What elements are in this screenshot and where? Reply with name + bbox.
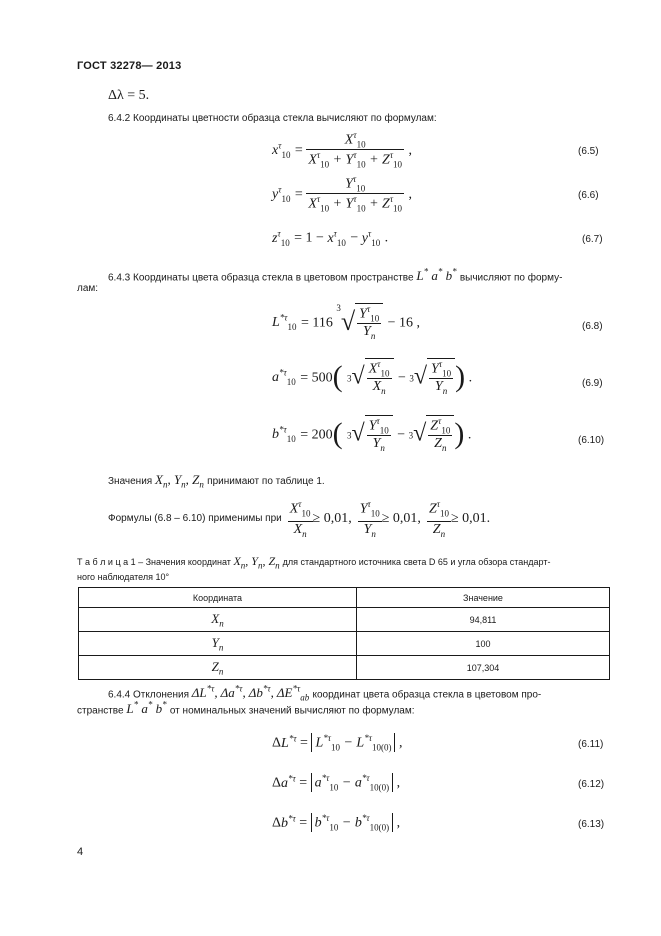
page-number: 4 (77, 846, 84, 858)
formula-6-11: $\Delta L^{*\tau} = L^{*\tau}_{10} - L^{*\tau}_{10(0)}$ , (272, 733, 403, 753)
table-row (79, 608, 610, 632)
table1 (78, 587, 610, 680)
document-header: ГОСТ 32278— 2013 (77, 60, 182, 72)
formula-6-5: $x^\tau_{10}$ = $\frac{X^\tau_{10}}{X^\tau_{10} + Y^\tau_{10} + Z^\tau_{10}}$ , (272, 130, 412, 170)
table-cell-value: 107,304 (357, 656, 610, 680)
table-cell-coord: $Z_n$ (79, 656, 357, 680)
formula-6-12: $\Delta a^{*\tau} = a^{*\tau}_{10} - a^{*\tau}_{10(0)}$ , (272, 773, 401, 793)
section-643-line1: 6.4.3 Координаты цвета образца стекла в цветовом пространстве L* a* b* вычисляют по форму- (108, 267, 563, 284)
equation-number-6-10: (6.10) (578, 435, 605, 446)
equation-number-6-13: (6.13) (578, 819, 605, 830)
formulas-condition-line: Формулы (6.8 – 6.10) применимы при $\frac{X^\tau_{10}}{X_n}$ ≥ 0,01, $\frac{Y^\tau_{10}}{Y_n}$ ≥ 0,01, $\frac{Z^\tau_{10}}{Z_n}$ ≥ 0,01. (108, 496, 490, 542)
table1-caption-post: для стандартного источника света D 65 и угла обзора стандарт- (282, 557, 551, 567)
section-643-text-a: 6.4.3 Координаты цвета образца стекла в цветовом пространстве (108, 272, 414, 284)
table-header-value: Значение (357, 588, 610, 608)
section-644-pre: 6.4.4 Отклонения (108, 689, 189, 701)
section-644-line2-pre: странстве (77, 705, 124, 717)
section-643-text-b: вычисляют по форму- (459, 272, 563, 284)
table-row (79, 656, 610, 680)
values-line-pre: Значения (108, 476, 153, 487)
section-643-line2: лам: (77, 283, 99, 294)
formula-6-6: $y^\tau_{10}$ = $\frac{Y^\tau_{10}}{X^\tau_{10} + Y^\tau_{10} + Z^\tau_{10}}$ , (272, 174, 412, 214)
values-line-post: принимают по таблице 1. (207, 476, 325, 487)
section-642-text: 6.4.2 Координаты цветности образца стекла вычисляют по формулам: (108, 113, 437, 124)
section-644-line1: 6.4.4 Отклонения $\Delta L^{*\tau}$, $\Delta a^{*\tau}$, $\Delta b^{*\tau}$, $\Delta E^{*\tau}_{ab}$ координат цвета образца стекла в цветовом про- (108, 684, 542, 703)
equation-number-6-9: (6.9) (582, 378, 603, 389)
delta-lambda-line: Δλ = 5. (108, 88, 150, 103)
table-row (79, 632, 610, 656)
section-644-line2: странстве L* a* b* от номинальных значений вычисляют по формулам: (77, 700, 415, 717)
formulas-condition-pre: Формулы (6.8 – 6.10) применимы при (108, 513, 282, 525)
formula-6-10: $b^{*\tau}_{10} = 200$( 3√ $\frac{Y^\tau_{10}}{Y_n}$ − 3√ $\frac{Z^\tau_{10}}{Z_n}$ ) . (272, 416, 472, 454)
equation-number-6-5: (6.5) (578, 146, 599, 157)
table-cell-value: 100 (357, 632, 610, 656)
values-line: Значения $X_n$, $Y_n$, $Z_n$ принимают по таблице 1. (108, 472, 325, 490)
formula-6-13: $\Delta b^{*\tau} = b^{*\tau}_{10} - b^{*\tau}_{10(0)}$ , (272, 813, 401, 833)
equation-number-6-6: (6.6) (578, 190, 599, 201)
table-cell-coord: $X_n$ (79, 608, 357, 632)
table-header-coord: Координата (79, 588, 357, 608)
formula-6-9: $a^{*\tau}_{10} = 500$( 3√ $\frac{X^\tau_{10}}{X_n}$ − 3√ $\frac{Y^\tau_{10}}{Y_n}$ ) . (272, 359, 473, 397)
section-644-line2-post: от номинальных значений вычисляют по формулам: (169, 705, 415, 717)
condition-2: ≥ 0,01, (381, 511, 421, 527)
table-cell-coord: $Y_n$ (79, 632, 357, 656)
equation-number-6-11: (6.11) (578, 739, 604, 750)
section-644-post: координат цвета образца стекла в цветовом про- (312, 689, 542, 701)
table-cell-value: 94,811 (357, 608, 610, 632)
equation-number-6-12: (6.12) (578, 779, 605, 790)
table1-caption-line2: ного наблюдателя 10° (77, 572, 170, 583)
formula-6-8: $L^{*\tau}_{10} = 116$ $^3$√ $\frac{Y^\tau_{10}}{Y_n}$ − 16 , (272, 303, 421, 342)
table1-caption: Т а б л и ц а 1 – Значения координат $X_n$, $Y_n$, $Z_n$ для стандартного источника света D 65 и угла обзора стандарт- ного наблюдателя 10° (77, 554, 551, 583)
condition-1: ≥ 0,01, (312, 511, 352, 527)
equation-number-6-8: (6.8) (582, 321, 603, 332)
table1-caption-pre: Т а б л и ц а 1 – Значения координат (77, 557, 231, 567)
condition-3: ≥ 0,01. (450, 511, 491, 527)
formula-6-7: $z^\tau_{10} = 1 - x^\tau_{10} - y^\tau_{10}$ . (272, 228, 389, 248)
equation-number-6-7: (6.7) (582, 234, 603, 245)
